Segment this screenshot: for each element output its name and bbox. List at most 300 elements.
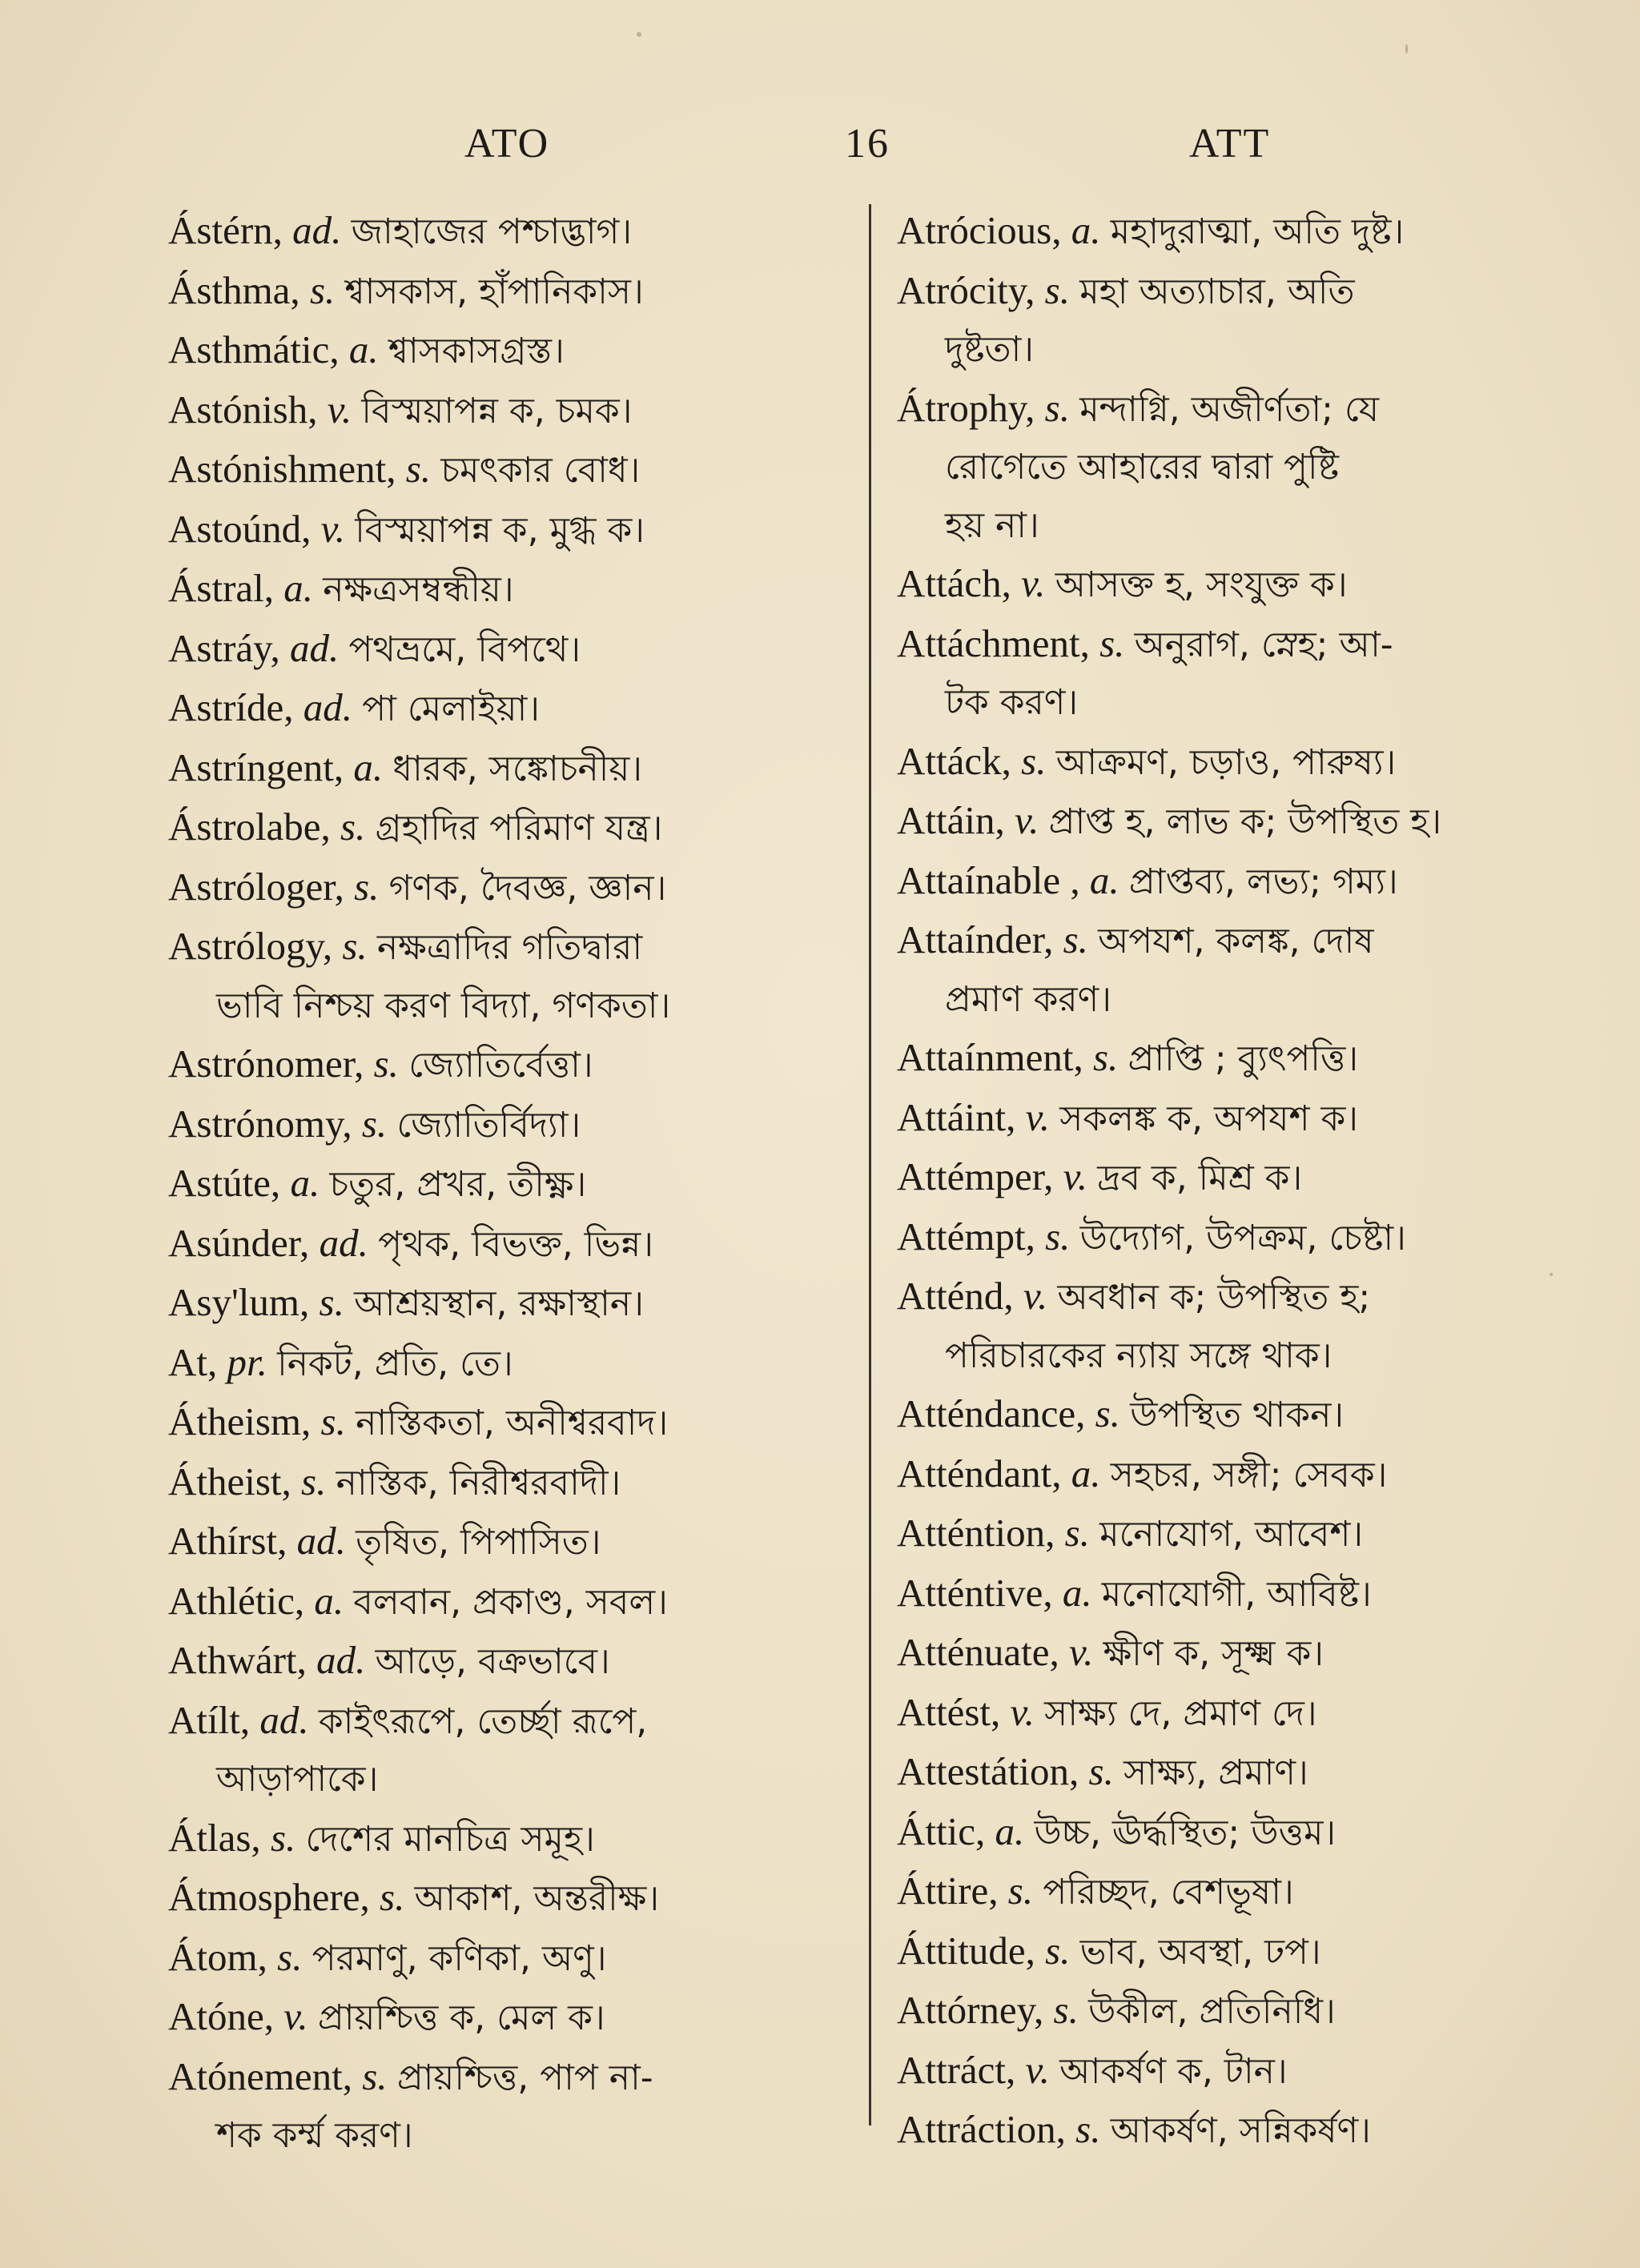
entry-line — [168, 1214, 873, 1274]
part-of-speech: s. — [362, 2053, 388, 2098]
dictionary-entry — [168, 1334, 873, 1394]
definition: গ্রহাদির পরিমাণ যন্ত্র। — [375, 808, 663, 849]
headword: Atténdance, — [897, 1391, 1086, 1435]
dictionary-entry — [168, 620, 873, 680]
definition: আড়ে, বক্রভাবে। — [375, 1641, 610, 1682]
headword: Attáint, — [897, 1094, 1016, 1139]
dictionary-entry — [897, 379, 1586, 556]
dictionary-entry — [168, 1692, 873, 1809]
dictionary-entry — [897, 1504, 1586, 1564]
definition: অবধান ক; উপস্থিত হ; — [1057, 1277, 1371, 1318]
dictionary-entry — [168, 1453, 873, 1513]
entry-line — [168, 381, 873, 441]
definition: বিস্ময়াপন্ন ক, চমক। — [361, 390, 633, 432]
dictionary-entry — [897, 911, 1586, 1029]
entry-line — [168, 202, 873, 262]
header-left-guide-word: ATO — [464, 121, 550, 167]
entry-line — [897, 1862, 1586, 1922]
headword: Attáchment, — [897, 620, 1090, 665]
part-of-speech: ad. — [303, 685, 352, 729]
entry-line — [168, 2048, 873, 2108]
headword: Atóne, — [168, 1994, 274, 2038]
part-of-speech: v. — [320, 506, 345, 551]
entry-line — [168, 620, 873, 680]
headword: Ásthma, — [168, 267, 300, 312]
definition: ক্ষীণ ক, সূক্ষ্ম ক। — [1103, 1633, 1324, 1674]
headword: Átrophy, — [897, 385, 1035, 430]
entry-line — [897, 1684, 1586, 1744]
dictionary-entry — [168, 1869, 873, 1929]
headword: Átmosphere, — [168, 1875, 370, 1919]
part-of-speech: s. — [361, 1101, 388, 1146]
headword: Áttic, — [897, 1808, 986, 1853]
definition: চতুর, প্রখর, তীক্ষ্ণ। — [329, 1164, 587, 1205]
headword: Ástérn, — [168, 208, 283, 252]
headword: Attaínder, — [897, 917, 1054, 961]
part-of-speech: s. — [1045, 1928, 1071, 1973]
part-of-speech: a. — [1062, 1570, 1092, 1615]
dictionary-entry — [897, 1029, 1586, 1089]
dictionary-entry — [168, 262, 873, 322]
definition: দ্রব ক, মিশ্র ক। — [1097, 1158, 1303, 1198]
entry-line — [168, 1988, 873, 2048]
entry-line — [168, 798, 873, 858]
part-of-speech: a. — [290, 1161, 320, 1205]
part-of-speech: ad. — [296, 1519, 346, 1563]
entry-line — [168, 440, 873, 500]
dictionary-entry — [168, 560, 873, 620]
headword: Atténuate, — [897, 1630, 1059, 1674]
entry-line — [897, 1208, 1586, 1268]
headword: Atténd, — [897, 1274, 1014, 1318]
headword: Astoúnd, — [168, 506, 312, 551]
definition: পা মেলাইয়া। — [362, 688, 540, 729]
headword: Astróloger, — [168, 864, 344, 909]
dictionary-entry — [897, 1445, 1586, 1505]
entry-line — [897, 1803, 1586, 1863]
part-of-speech: s. — [1021, 738, 1047, 783]
dictionary-entry — [897, 1922, 1586, 1982]
definition: জ্যোতির্বিদ্যা। — [396, 1104, 581, 1146]
entry-line — [897, 615, 1586, 675]
headword: Atténtive, — [897, 1570, 1053, 1615]
part-of-speech: a. — [1071, 208, 1101, 252]
dictionary-entry — [168, 739, 873, 799]
definition: বলবান, প্রকাণ্ড, সবল। — [353, 1581, 668, 1623]
dictionary-entry — [168, 1809, 873, 1869]
part-of-speech: v. — [1010, 1689, 1035, 1734]
entry-line — [897, 1981, 1586, 2041]
running-header — [0, 120, 1640, 176]
definition: অনুরাগ, স্নেহ; আ- — [1134, 624, 1393, 665]
part-of-speech: s. — [1088, 1749, 1114, 1793]
headword: Attaínable , — [897, 857, 1080, 902]
entry-line — [897, 1445, 1586, 1505]
entry-line — [897, 555, 1586, 615]
header-right-guide-word: ATT — [1189, 121, 1271, 167]
dictionary-entry — [168, 1214, 873, 1274]
headword: Atrócious, — [897, 208, 1062, 252]
definition: বিস্ময়াপন্ন ক, মুগ্ধ ক। — [355, 509, 645, 551]
part-of-speech: a. — [1071, 1451, 1101, 1495]
headword: Átlas, — [168, 1815, 261, 1860]
part-of-speech: v. — [1014, 798, 1039, 842]
definition: ধারক, সঙ্কোচনীয়। — [392, 748, 643, 789]
entry-line — [168, 1274, 873, 1334]
part-of-speech: ad. — [319, 1220, 368, 1265]
headword: Attáin, — [897, 798, 1005, 842]
headword: Attráction, — [897, 2107, 1066, 2151]
part-of-speech: s. — [380, 1875, 405, 1919]
headword: Athírst, — [168, 1519, 287, 1563]
part-of-speech: ad. — [316, 1638, 366, 1682]
dictionary-entry — [897, 202, 1586, 262]
dictionary-entry — [897, 1564, 1586, 1624]
entry-line — [168, 1453, 873, 1513]
paper-speck — [1405, 44, 1408, 54]
part-of-speech: s. — [1075, 2107, 1101, 2151]
part-of-speech: s. — [270, 1815, 296, 1860]
definition: আক্রমণ, চড়াও, পারুষ্য। — [1055, 741, 1397, 783]
headword: Attórney, — [897, 1988, 1044, 2032]
headword: Astúte, — [168, 1161, 281, 1205]
definition-continuation: টক করণ। — [945, 682, 1079, 723]
part-of-speech: a. — [314, 1578, 344, 1623]
headword: Attést, — [897, 1689, 1001, 1734]
definition: পরিচ্ছদ, বেশভূষা। — [1043, 1872, 1294, 1913]
part-of-speech: s. — [1044, 385, 1070, 430]
dictionary-entry — [168, 202, 873, 262]
part-of-speech: s. — [1063, 917, 1088, 961]
definition: উদ্যোগ, উপক্রম, চেষ্টা। — [1079, 1217, 1406, 1258]
headword: Attaínment, — [897, 1035, 1083, 1079]
dictionary-entry — [168, 440, 873, 500]
dictionary-entry — [168, 1274, 873, 1334]
entry-line — [897, 262, 1586, 322]
entry-line — [897, 202, 1586, 262]
entry-line — [897, 2041, 1586, 2101]
entry-line — [897, 379, 1586, 440]
part-of-speech: s. — [301, 1459, 327, 1503]
part-of-speech: s. — [1053, 1988, 1079, 2032]
definition: মহাদুরাত্মা, অতি দুষ্ট। — [1110, 211, 1405, 252]
headword: Átom, — [168, 1934, 267, 1979]
headword: Ástrolabe, — [168, 805, 331, 849]
part-of-speech: s. — [1099, 620, 1125, 665]
definition: নিকট, প্রতি, তে। — [277, 1343, 513, 1384]
dictionary-entry — [897, 1743, 1586, 1803]
part-of-speech: s. — [309, 267, 336, 312]
dictionary-entry — [168, 858, 873, 918]
definition: মন্দাগ্নি, অজীর্ণতা; যে — [1079, 388, 1380, 430]
paper-speck — [637, 32, 641, 37]
entry-line — [897, 1564, 1586, 1624]
definition: মহা অত্যাচার, অতি — [1079, 271, 1355, 312]
part-of-speech: s. — [354, 864, 380, 909]
dictionary-entry — [168, 1988, 873, 2048]
headword: Astrólogy, — [168, 924, 333, 968]
headword: Atílt, — [168, 1697, 251, 1742]
entry-line — [168, 262, 873, 322]
part-of-speech: s. — [1092, 1035, 1119, 1079]
definition: নাস্তিক, নিরীশ্বরবাদী। — [336, 1462, 621, 1503]
dictionary-entry — [897, 262, 1586, 379]
entry-line — [168, 1095, 873, 1155]
headword: Attách, — [897, 561, 1011, 605]
entry-line — [897, 1743, 1586, 1803]
paper-speck — [1550, 1273, 1553, 1276]
part-of-speech: ad. — [289, 625, 340, 670]
part-of-speech: ad. — [259, 1697, 309, 1742]
headword: Áttire, — [897, 1869, 999, 1913]
headword: Attémper, — [897, 1154, 1054, 1198]
headword: Asy'lum, — [168, 1280, 310, 1324]
part-of-speech: v. — [1025, 2047, 1050, 2092]
entry-line — [897, 1922, 1586, 1982]
entry-line — [168, 1393, 873, 1453]
dictionary-entry — [897, 1089, 1586, 1149]
headword: Átheism, — [168, 1399, 312, 1443]
part-of-speech: s. — [340, 805, 366, 849]
dictionary-entry — [168, 917, 873, 1035]
entry-line — [168, 560, 873, 620]
entry-line — [897, 792, 1586, 852]
definition: আকর্ষণ ক, টান। — [1059, 2050, 1288, 2092]
definition: নক্ষত্রাদির গতিদ্বারা — [376, 927, 643, 968]
part-of-speech: ad. — [292, 208, 342, 252]
dictionary-entry — [168, 1095, 873, 1155]
definition: দেশের মানচিত্র সমূহ। — [305, 1818, 595, 1860]
definition: চমৎকার বোধ। — [440, 450, 641, 491]
entry-line — [168, 739, 873, 799]
headword: Astrónomy, — [168, 1101, 352, 1146]
definition: সকলঙ্ক ক, অপযশ ক। — [1059, 1098, 1358, 1139]
part-of-speech: v. — [1025, 1094, 1050, 1139]
dictionary-entry — [168, 1572, 873, 1632]
dictionary-entry — [897, 1684, 1586, 1744]
headword: Áttitude, — [897, 1928, 1035, 1973]
part-of-speech: v. — [1023, 1274, 1048, 1318]
part-of-speech: s. — [319, 1280, 344, 1324]
headword: Astónishment, — [168, 447, 396, 491]
headword: At, — [168, 1339, 218, 1384]
part-of-speech: v. — [1063, 1154, 1087, 1198]
dictionary-entry — [168, 500, 873, 560]
definition-continuation: আড়াপাকে। — [216, 1759, 379, 1800]
definition: প্রায়শ্চিত্ত ক, মেল ক। — [317, 1997, 605, 2038]
dictionary-entry — [897, 615, 1586, 733]
page-number: 16 — [845, 121, 890, 167]
headword: Atténtion, — [897, 1511, 1055, 1555]
headword: Attémpt, — [897, 1214, 1035, 1258]
definition-continuation: দুষ্টতা। — [945, 329, 1035, 370]
definition-continuation: পরিচারকের ন্যায় সঙ্গে থাক। — [945, 1335, 1332, 1376]
dictionary-entry — [897, 852, 1586, 912]
part-of-speech: v. — [327, 387, 352, 432]
definition: শ্বাসকাসগ্রস্ত। — [388, 331, 565, 371]
dictionary-entry — [897, 1981, 1586, 2041]
definition: জ্যোতির্বেত্তা। — [408, 1045, 593, 1086]
dictionary-entry — [897, 1803, 1586, 1863]
part-of-speech: s. — [1045, 1214, 1071, 1258]
definition: আকাশ, অন্তরীক্ষ। — [414, 1878, 660, 1919]
entry-line — [897, 911, 1586, 971]
entry-line — [897, 1148, 1586, 1208]
dictionary-entry — [897, 792, 1586, 852]
entry-line — [168, 1929, 873, 1989]
headword: Asúnder, — [168, 1220, 310, 1265]
dictionary-entry — [168, 1393, 873, 1453]
entry-line — [168, 500, 873, 560]
definition: শ্বাসকাস, হাঁপানিকাস। — [344, 271, 644, 312]
headword: Athlétic, — [168, 1578, 305, 1623]
definition: সাক্ষ্য, প্রমাণ। — [1123, 1752, 1308, 1793]
definition: আসক্ত হ, সংযুক্ত ক। — [1055, 564, 1348, 605]
dictionary-entry — [897, 1862, 1586, 1922]
definition: প্রাপ্ত হ, লাভ ক; উপস্থিত হ। — [1048, 801, 1442, 842]
headword: Astríde, — [168, 685, 294, 729]
entry-line — [897, 1624, 1586, 1684]
part-of-speech: s. — [405, 447, 432, 491]
definition: অপযশ, কলঙ্ক, দোষ — [1098, 921, 1374, 961]
headword: Atténdant, — [897, 1451, 1062, 1495]
part-of-speech: a. — [348, 327, 379, 371]
definition: মনোযোগী, আবিষ্ট। — [1101, 1573, 1372, 1615]
headword: Ástral, — [168, 566, 274, 610]
part-of-speech: v. — [1021, 561, 1046, 605]
definition: পৃথক, বিভক্ত, ভিন্ন। — [378, 1223, 653, 1265]
headword: Astráy, — [168, 625, 280, 670]
part-of-speech: s. — [1095, 1391, 1120, 1435]
dictionary-entry — [168, 1632, 873, 1692]
part-of-speech: s. — [1007, 1869, 1034, 1913]
entry-line — [168, 1572, 873, 1632]
dictionary-entry — [897, 1267, 1586, 1385]
definition: নাস্তিকতা, অনীশ্বরবাদ। — [356, 1403, 669, 1443]
part-of-speech: a. — [995, 1808, 1025, 1853]
definition: সহচর, সঙ্গী; সেবক। — [1110, 1454, 1388, 1495]
entry-line — [168, 1334, 873, 1394]
part-of-speech: v. — [1068, 1630, 1094, 1674]
dictionary-entry — [168, 1929, 873, 1989]
part-of-speech: a. — [1089, 857, 1119, 902]
headword: Athwárt, — [168, 1638, 307, 1682]
dictionary-entry — [897, 733, 1586, 793]
entry-line — [897, 852, 1586, 912]
headword: Átheist, — [168, 1459, 291, 1503]
dictionary-entry — [897, 1624, 1586, 1684]
dictionary-entry — [897, 2101, 1586, 2161]
dictionary-entry — [168, 1035, 873, 1095]
definition: প্রাপ্তব্য, লভ্য; গম্য। — [1128, 861, 1398, 902]
definition: গণক, দৈবজ্ঞ, জ্ঞান। — [388, 867, 667, 909]
definition-continuation: হয় না। — [945, 504, 1039, 546]
dictionary-entry — [168, 381, 873, 441]
entry-line — [168, 1692, 873, 1752]
definition-continuation: শক কর্ম্ম করণ। — [216, 2115, 413, 2156]
entry-line — [168, 321, 873, 381]
dictionary-entry — [897, 555, 1586, 615]
dictionary-entry — [897, 2041, 1586, 2101]
part-of-speech: s. — [1064, 1511, 1090, 1555]
part-of-speech: s. — [342, 924, 368, 968]
definition: সাক্ষ্য দে, প্রমাণ দে। — [1044, 1692, 1317, 1734]
definition: প্রায়শ্চিত্ত, পাপ না- — [396, 2057, 653, 2098]
dictionary-entry — [168, 2048, 873, 2166]
part-of-speech: a. — [353, 745, 384, 789]
entry-line — [168, 1154, 873, 1214]
part-of-speech: s. — [1044, 267, 1070, 312]
entry-line — [168, 1035, 873, 1095]
definition-continuation: প্রমাণ করণ। — [945, 978, 1111, 1020]
definition: উপস্থিত থাকন। — [1130, 1395, 1345, 1435]
entry-line — [168, 1512, 873, 1572]
entry-line — [897, 2101, 1586, 2161]
definition: আকর্ষণ, সন্নিকর্ষণ। — [1110, 2110, 1371, 2151]
left-column — [168, 202, 873, 2166]
definition: নক্ষত্রসম্বন্ধীয়। — [323, 569, 514, 610]
dictionary-entry — [168, 798, 873, 858]
part-of-speech: v. — [283, 1994, 308, 2038]
part-of-speech: pr. — [227, 1339, 267, 1384]
dictionary-entry — [168, 321, 873, 381]
headword: Atrócity, — [897, 267, 1035, 312]
entry-line — [168, 1632, 873, 1692]
part-of-speech: s. — [320, 1399, 346, 1443]
entry-line — [168, 917, 873, 977]
entry-line — [168, 1809, 873, 1869]
definition: উকীল, প্রতিনিধি। — [1088, 1991, 1336, 2032]
right-column — [897, 202, 1586, 2161]
entry-line — [897, 1029, 1586, 1089]
entry-line — [168, 679, 873, 739]
definition: মনোযোগ, আবেশ। — [1099, 1514, 1364, 1555]
headword: Attáck, — [897, 738, 1011, 783]
definition-continuation: রোগেতে আহারের দ্বারা পুষ্টি — [945, 447, 1339, 488]
definition-continuation: ভাবি নিশ্চয় করণ বিদ্যা, গণকতা। — [216, 985, 671, 1026]
entry-line — [897, 1089, 1586, 1149]
definition: ভাব, অবস্থা, ঢপ। — [1079, 1931, 1321, 1973]
dictionary-entry — [168, 679, 873, 739]
definition: তৃষিত, পিপাসিত। — [356, 1522, 601, 1563]
part-of-speech: a. — [283, 566, 313, 610]
headword: Astríngent, — [168, 745, 344, 789]
definition: আশ্রয়স্থান, রক্ষাস্থান। — [354, 1283, 644, 1324]
dictionary-entry — [168, 1512, 873, 1572]
headword: Astrónomer, — [168, 1042, 364, 1086]
dictionary-entry — [897, 1385, 1586, 1445]
entry-line — [897, 1385, 1586, 1445]
entry-line — [897, 733, 1586, 793]
definition: কাইৎরূপে, তের্চ্ছা রূপে, — [318, 1700, 648, 1742]
dictionary-entry — [897, 1208, 1586, 1268]
headword: Attráct, — [897, 2047, 1016, 2092]
part-of-speech: s. — [373, 1042, 399, 1086]
dictionary-entry — [168, 1154, 873, 1214]
dictionary-entry — [897, 1148, 1586, 1208]
definition: পরমাণু, কণিকা, অণু। — [312, 1937, 607, 1979]
definition: প্রাপ্তি ; ব্যুৎপত্তি। — [1128, 1038, 1359, 1079]
headword: Asthmátic, — [168, 327, 340, 371]
entry-line — [168, 1869, 873, 1929]
headword: Atónement, — [168, 2053, 352, 2098]
headword: Attestátion, — [897, 1749, 1079, 1793]
entry-line — [168, 858, 873, 918]
definition: পথভ্রমে, বিপথে। — [348, 628, 581, 670]
headword: Astónish, — [168, 387, 318, 432]
entry-line — [897, 1267, 1586, 1327]
part-of-speech: s. — [277, 1934, 303, 1979]
